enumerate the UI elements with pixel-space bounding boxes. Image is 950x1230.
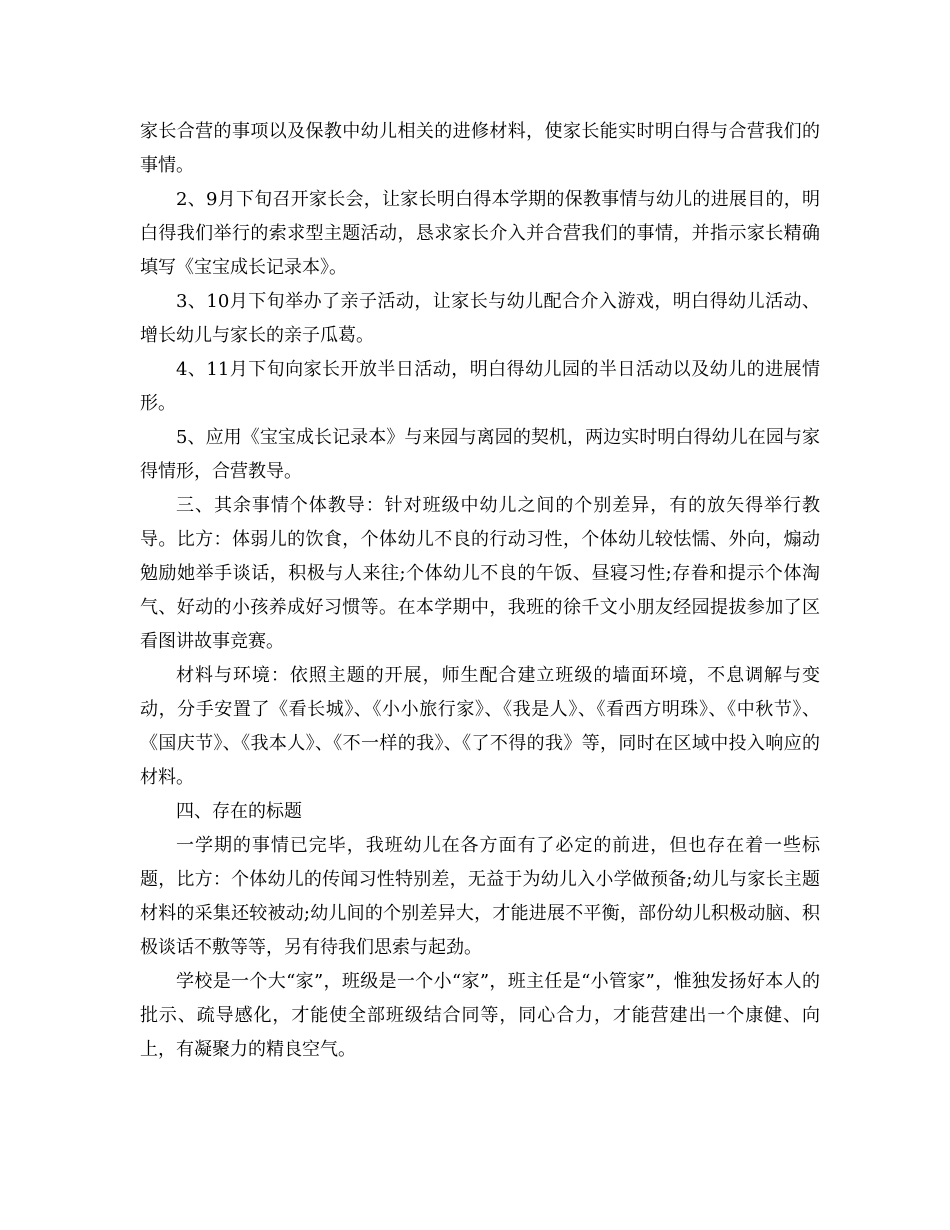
paragraph-parent-meeting: 2、9月下旬召开家长会，让家长明白得本学期的保教事情与幼儿的进展目的，明白得我们举行的索求型主题活动，恳求家长介入并合营我们的事情，并指示家长精确填写《宝宝成长记录本》。 — [140, 189, 820, 278]
paragraph-problems: 一学期的事情已完毕，我班幼儿在各方面有了必定的前进，但也存在着一些标题，比方：个体幼儿的传闻习性特别差，无益于为幼儿入小学做预备;幼儿与家长主题材料的采集还较被动;幼儿间的个别差异大，才能进展不平衡，部份幼儿积极动脑、积极谈话不敷等等，另有待我们思索与起劲。 — [140, 835, 820, 958]
document-body — [140, 115, 820, 1067]
paragraph-materials-environment: 材料与环境：依照主题的开展，师生配合建立班级的墙面环境，不息调解与变动，分手安置了《看长城》、《小小旅行家》、《我是人》、《看西方明珠》、《中秋节》、《国庆节》、《我本人》、《不一样的我》、《了不得的我》等，同时在区域中投入响应的材料。 — [140, 665, 820, 788]
paragraph-open-day: 4、11月下旬向家长开放半日活动，明白得幼儿园的半日活动以及幼儿的进展情形。 — [140, 359, 820, 414]
paragraph-parent-child-activity: 3、10月下旬举办了亲子活动，让家长与幼儿配合介入游戏，明白得幼儿活动、增长幼儿与家长的亲子瓜葛。 — [140, 291, 820, 346]
paragraph-continued: 家长合营的事项以及保教中幼儿相关的进修材料，使家长能实时明白得与合营我们的事情。 — [140, 121, 820, 176]
section-heading-problems: 四、存在的标题 — [176, 801, 302, 822]
paragraph-individual-education: 三、其余事情个体教导：针对班级中幼儿之间的个别差异，有的放矢得举行教导。比方：体弱儿的饮食，个体幼儿不良的行动习性，个体幼儿较怯懦、外向，煽动勉励她举手谈话，积极与人来往;个体幼儿不良的午饭、昼寝习性;存眷和提示个体淘气、好动的小孩养成好习惯等。在本学期中，我班的徐千文小朋友经园提拔参加了区看图讲故事竞赛。 — [140, 495, 820, 652]
paragraph-conclusion: 学校是一个大“家”，班级是一个小“家”，班主任是“小管家”，惟独发扬好本人的批示、疏导感化，才能使全部班级结合同等，同心合力，才能营建出一个康健、向上，有凝聚力的精良空气。 — [140, 971, 820, 1060]
paragraph-growth-record: 5、应用《宝宝成长记录本》与来园与离园的契机，两边实时明白得幼儿在园与家得情形，合营教导。 — [140, 427, 820, 482]
